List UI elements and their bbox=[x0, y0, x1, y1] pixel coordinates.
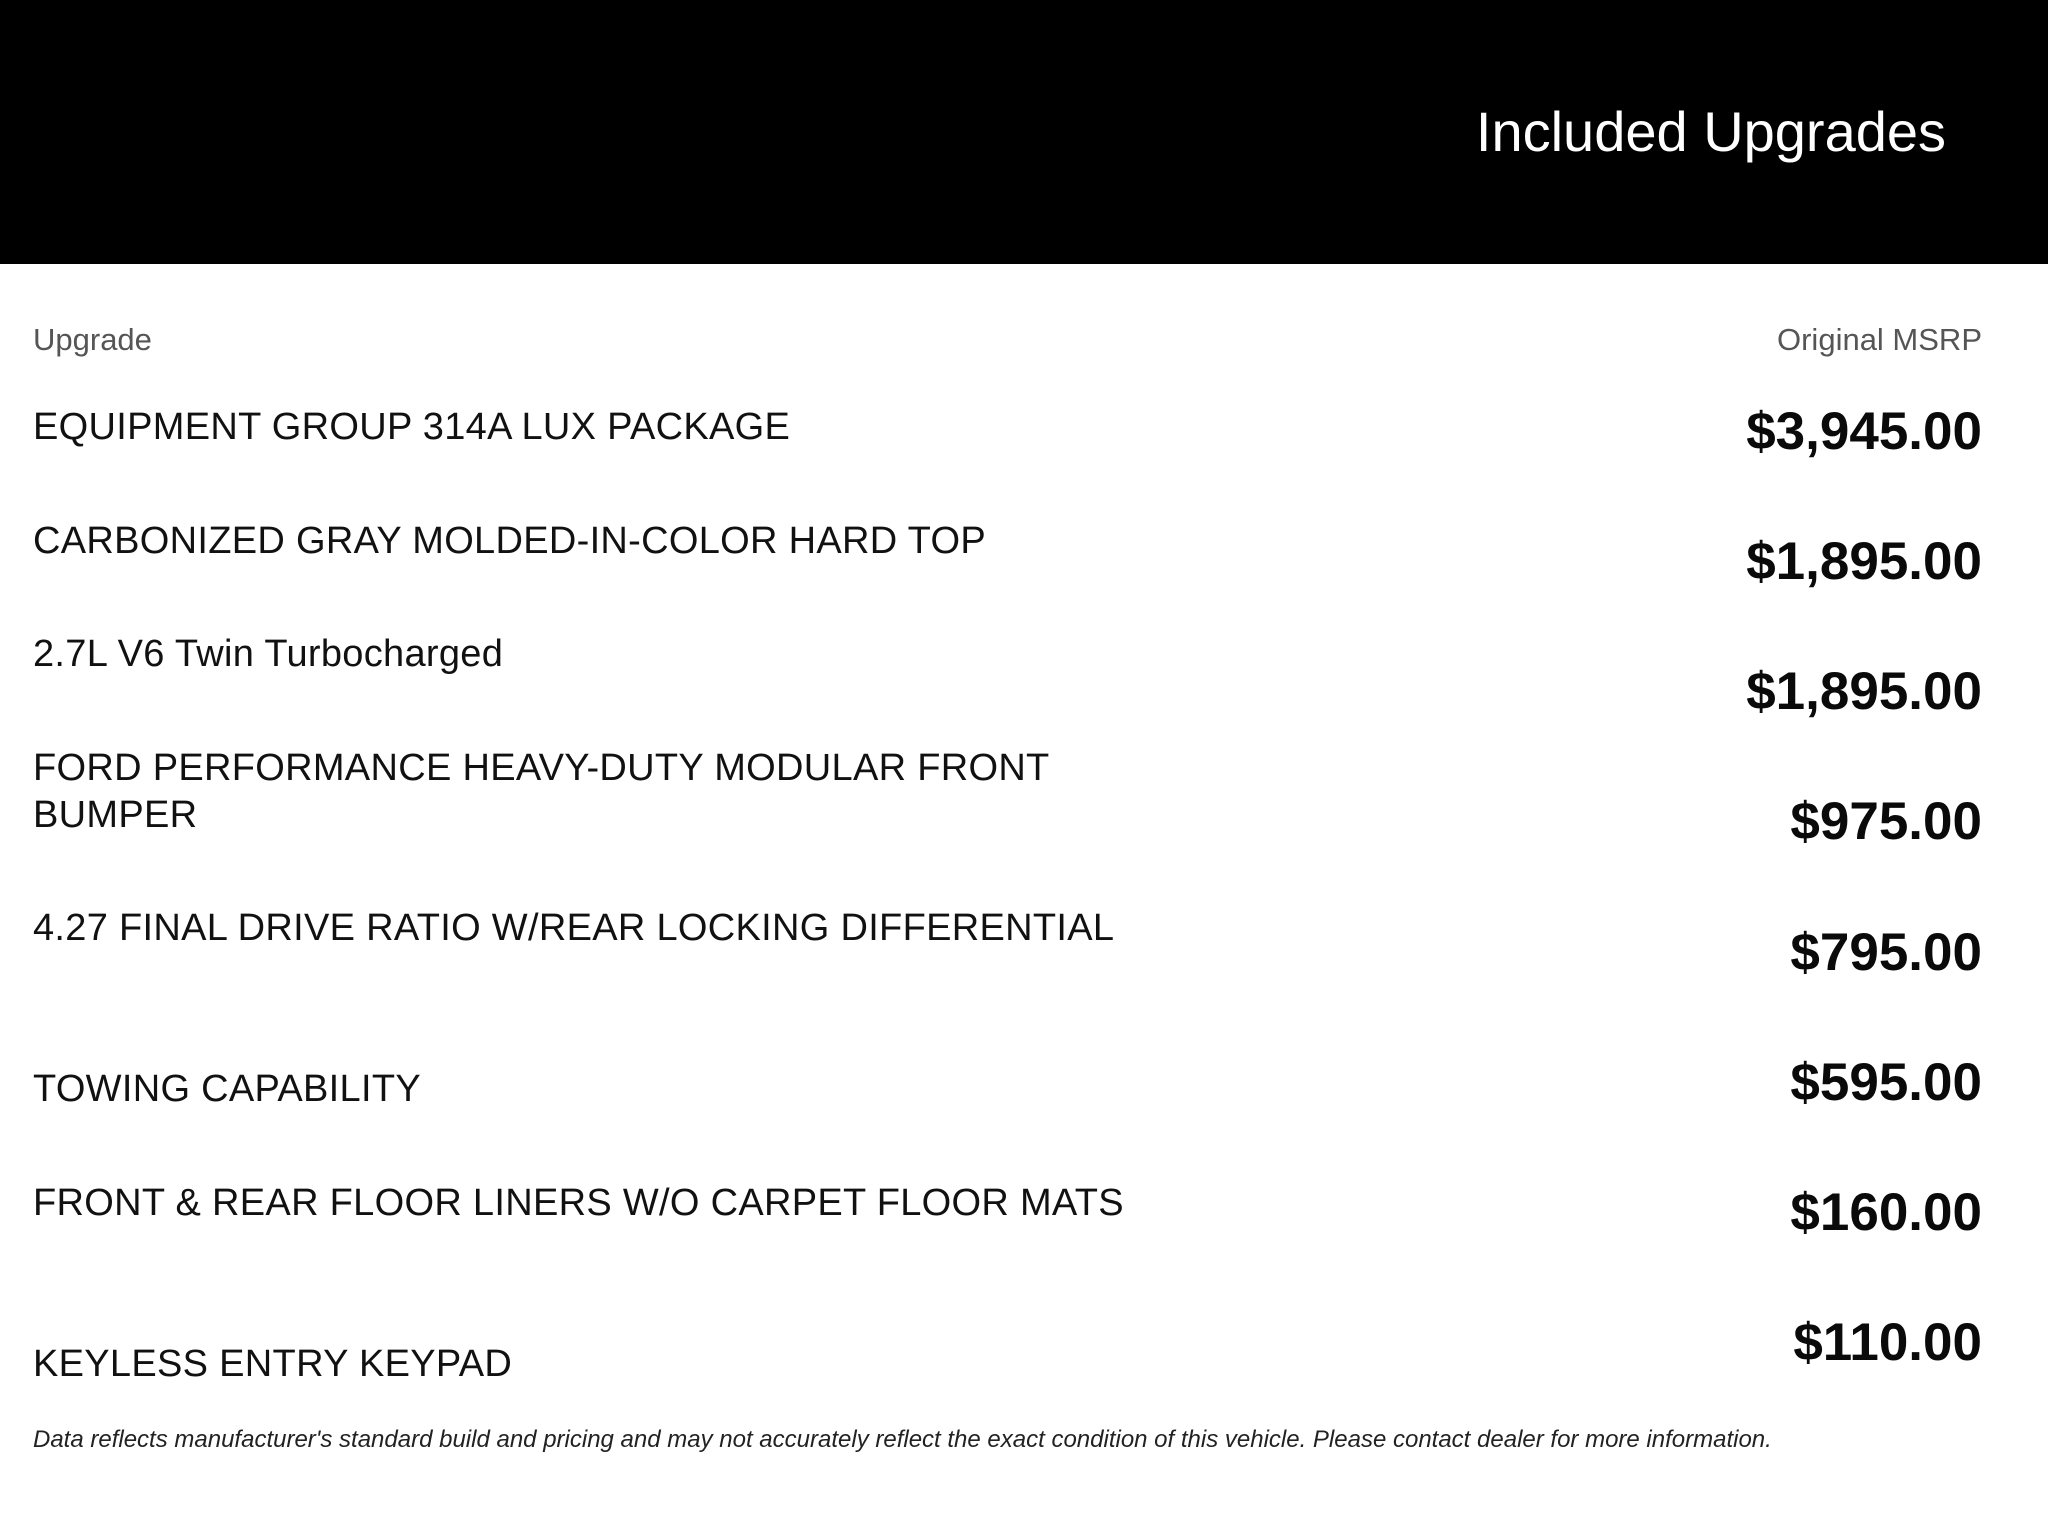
upgrade-price: $160.00 bbox=[1790, 1183, 1982, 1242]
upgrade-price: $595.00 bbox=[1790, 1053, 1982, 1112]
upgrade-name: FRONT & REAR FLOOR LINERS W/O CARPET FLOOR MATS bbox=[33, 1182, 1124, 1224]
upgrade-price: $1,895.00 bbox=[1746, 532, 1982, 591]
column-header-upgrade: Upgrade bbox=[33, 322, 152, 357]
upgrade-name: CARBONIZED GRAY MOLDED-IN-COLOR HARD TOP bbox=[33, 520, 986, 562]
disclaimer-text: Data reflects manufacturer's standard build and pricing and may not accurately reflect the exact condition of this vehicle. Please contact dealer for more information. bbox=[33, 1426, 1772, 1453]
upgrade-name: EQUIPMENT GROUP 314A LUX PACKAGE bbox=[33, 406, 791, 448]
upgrade-price: $795.00 bbox=[1790, 923, 1982, 982]
upgrade-name: FORD PERFORMANCE HEAVY-DUTY MODULAR FRONT BUMPER bbox=[33, 747, 1049, 836]
upgrade-name: 2.7L V6 Twin Turbocharged bbox=[33, 633, 504, 675]
upgrade-price: $975.00 bbox=[1790, 792, 1982, 851]
upgrade-name: KEYLESS ENTRY KEYPAD bbox=[33, 1343, 513, 1385]
upgrade-price: $1,895.00 bbox=[1746, 662, 1982, 721]
upgrade-name: TOWING CAPABILITY bbox=[33, 1068, 421, 1110]
upgrade-price: $3,945.00 bbox=[1746, 402, 1982, 461]
column-header-msrp: Original MSRP bbox=[1777, 322, 1982, 357]
upgrade-price: $110.00 bbox=[1793, 1313, 1982, 1372]
upgrade-name: 4.27 FINAL DRIVE RATIO W/REAR LOCKING DIFFERENTIAL bbox=[33, 907, 1115, 949]
page-title: Included Upgrades bbox=[1475, 100, 1946, 163]
